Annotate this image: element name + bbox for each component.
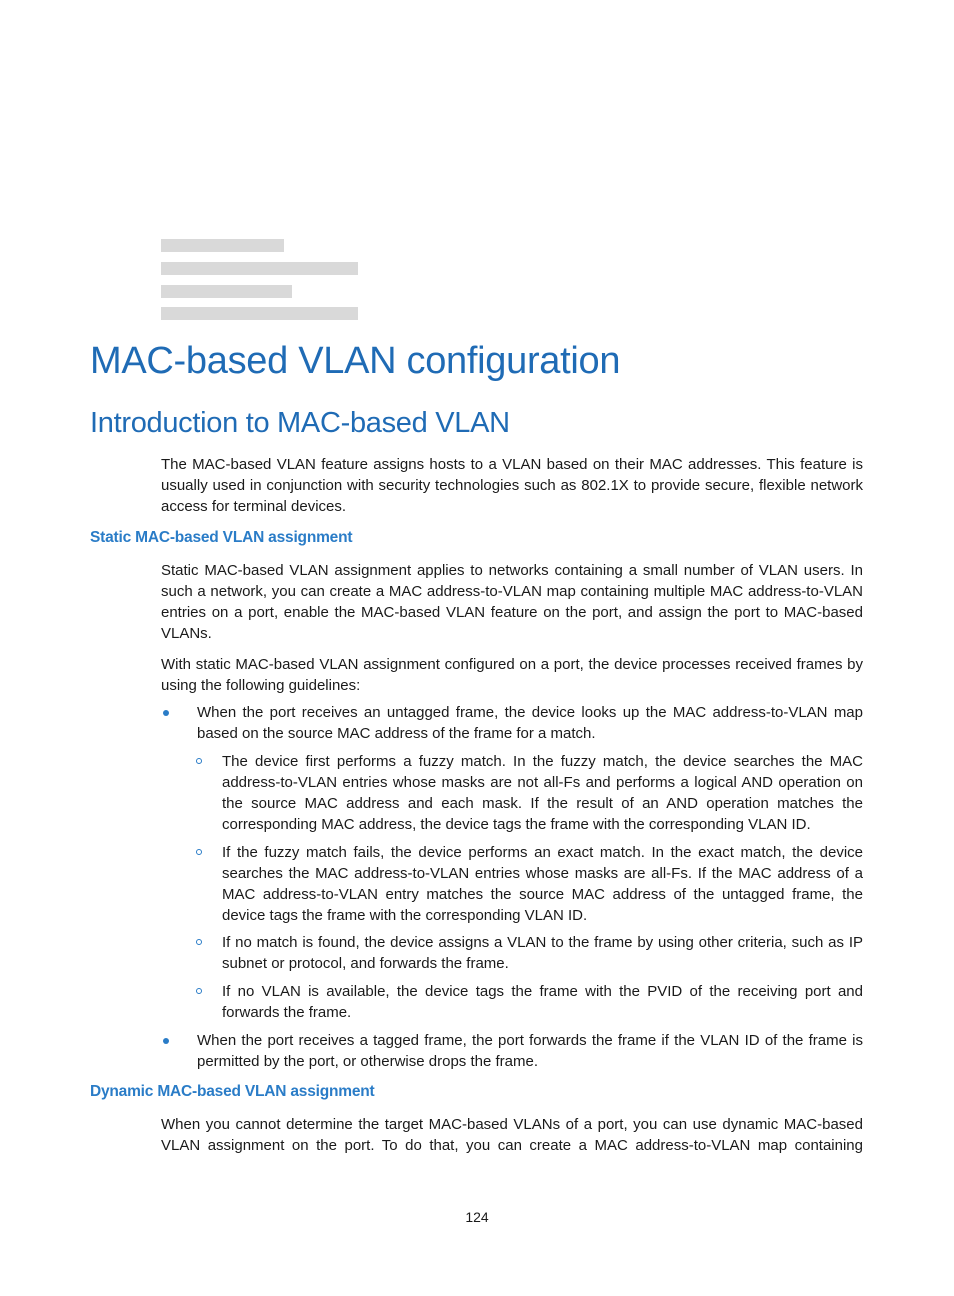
page-title: MAC-based VLAN configuration: [90, 340, 621, 382]
dynamic-paragraph: When you cannot determine the target MAC-based VLANs of a port, you can use dynamic MAC-based VLAN assignment on the port. To do that, you can create a MAC address-to-VLAN map containing: [161, 1116, 863, 1154]
bullet-item-untagged: When the port receives an untagged frame, the device looks up the MAC address-to-VLAN map based on the source MAC address of the frame for a match.: [197, 704, 863, 742]
intro-paragraph: The MAC-based VLAN feature assigns hosts to a VLAN based on their MAC addresses. This feature is usually used in conjunction with security technologies such as 802.1X to provide secure, flexible network access for terminal devices.: [161, 456, 863, 515]
sub-item-fuzzy-match: The device first performs a fuzzy match. In the fuzzy match, the device searches the MAC address-to-VLAN entries whose masks are not all-Fs and performs a logical AND operation on the source MAC address and each mask. If the result of an AND operation matches the corresponding MAC address, the device tags the frame with the corresponding VLAN ID.: [222, 753, 863, 833]
sub-item-no-match: If no match is found, the device assigns a VLAN to the frame by using other criteria, such as IP subnet or protocol, and forwards the frame.: [222, 934, 863, 972]
placeholder-bar: [161, 285, 292, 298]
static-paragraph-2: With static MAC-based VLAN assignment configured on a port, the device processes received frames by using the following guidelines:: [161, 656, 863, 694]
sub-bullet-icon: [196, 758, 202, 764]
dynamic-heading: Dynamic MAC-based VLAN assignment: [90, 1083, 375, 1100]
bullet-item-tagged: When the port receives a tagged frame, the port forwards the frame if the VLAN ID of the frame is permitted by the port, or otherwise drops the frame.: [197, 1032, 863, 1070]
sub-item-no-vlan: If no VLAN is available, the device tags the frame with the PVID of the receiving port and forwards the frame.: [222, 983, 863, 1021]
sub-bullet-icon: [196, 849, 202, 855]
intro-heading: Introduction to MAC-based VLAN: [90, 407, 510, 439]
page-number: 124: [465, 1209, 489, 1225]
bullet-icon: [163, 1038, 169, 1044]
sub-bullet-icon: [196, 939, 202, 945]
bullet-icon: [163, 710, 169, 716]
sub-bullet-icon: [196, 988, 202, 994]
static-paragraph-1: Static MAC-based VLAN assignment applies to networks containing a small number of VLAN users. In such a network, you can create a MAC address-to-VLAN map containing multiple MAC address-to-VLAN entries on a port, enable the MAC-based VLAN feature on the port, and assign the port to MAC-based VLANs.: [161, 562, 863, 642]
sub-item-exact-match: If the fuzzy match fails, the device performs an exact match. In the exact match, the device searches the MAC address-to-VLAN entries whose masks are all-Fs. If the MAC address of a MAC address-to-VLAN entry matches the source MAC address of the untagged frame, the device tags the frame with the corresponding VLAN ID.: [222, 844, 863, 924]
placeholder-bar: [161, 239, 284, 252]
placeholder-bar: [161, 262, 358, 275]
placeholder-bar: [161, 307, 358, 320]
static-heading: Static MAC-based VLAN assignment: [90, 529, 353, 546]
